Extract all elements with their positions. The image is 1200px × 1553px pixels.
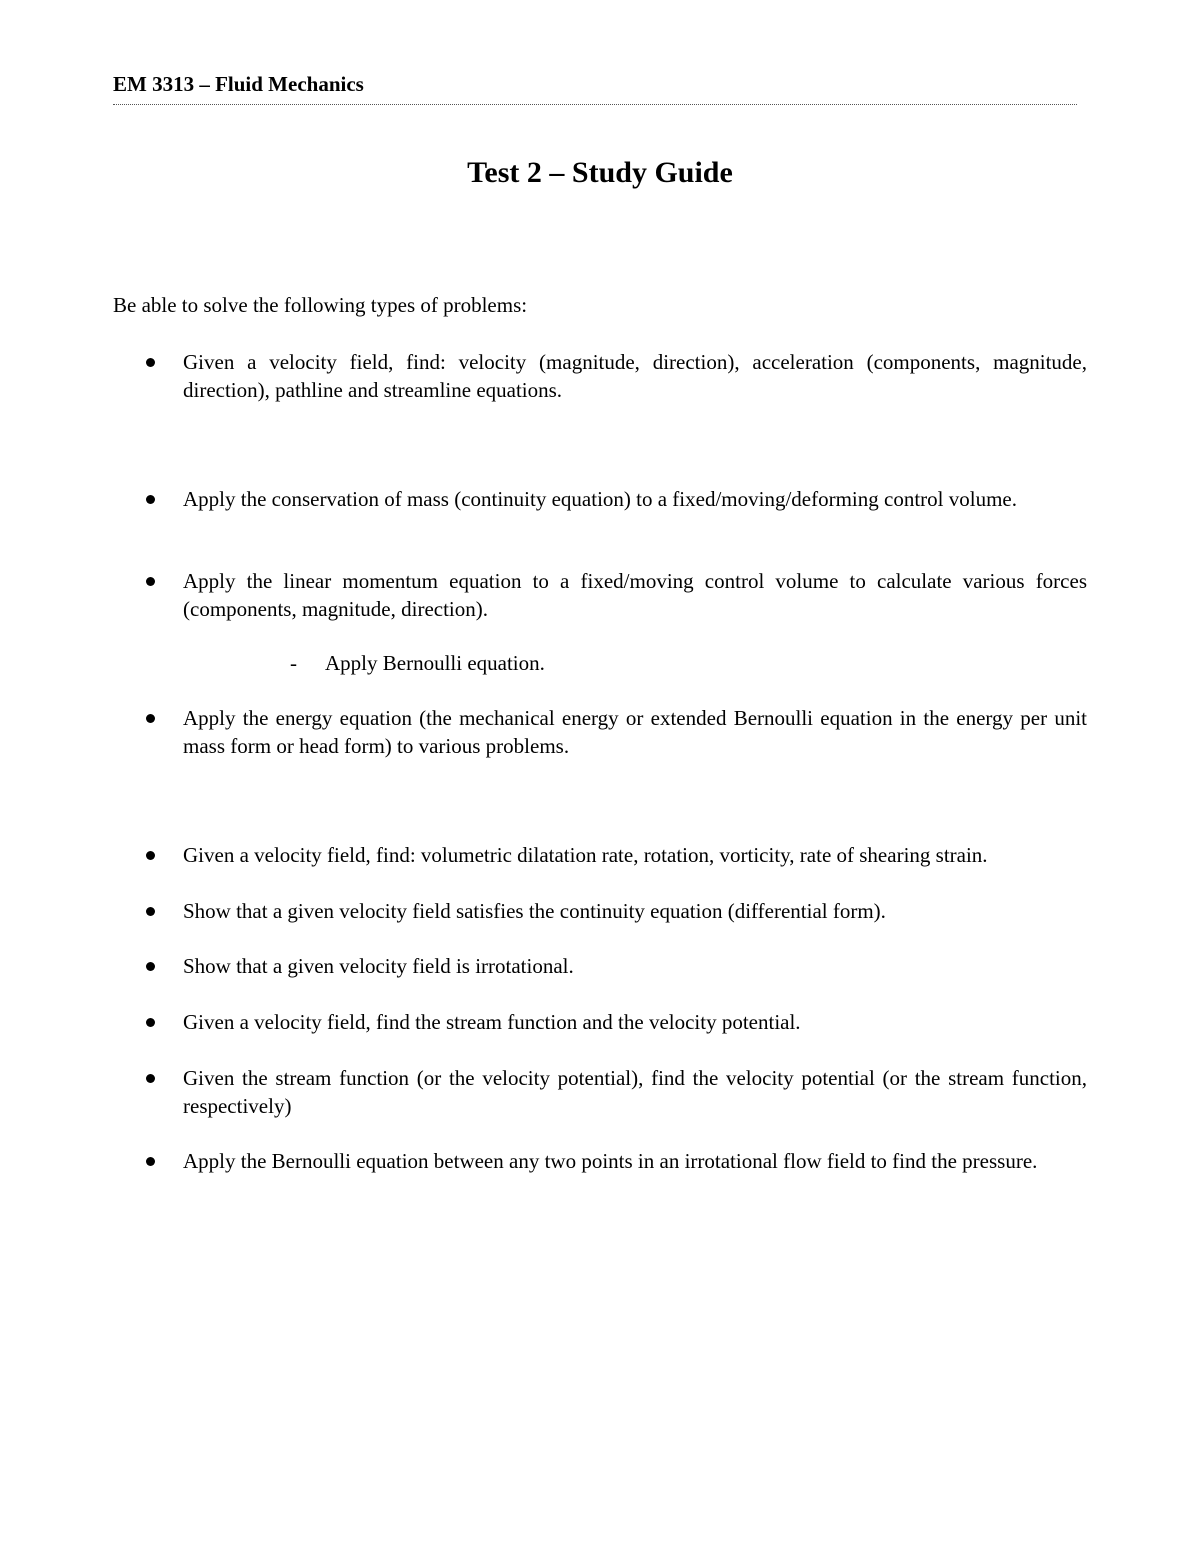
list-item: Apply the Bernoulli equation between any two points in an irrotational flow field to find the pressure. [183, 1149, 1038, 1173]
list-item: Apply the linear momentum equation to a fixed/moving control volume to calculate various forces (components, magnitude, direction). [183, 569, 1087, 621]
list-item: Given a velocity field, find the stream function and the velocity potential. [183, 1010, 801, 1034]
list-item: Given a velocity field, find: velocity (magnitude, direction), acceleration (components, magnitude, direction), pathline and streamline equations. [183, 350, 1087, 402]
bullet-icon [146, 714, 155, 723]
list-item: Given a velocity field, find: volumetric dilatation rate, rotation, vorticity, rate of shearing strain. [183, 843, 988, 867]
bullet-icon [146, 495, 155, 504]
sub-item-dash: - [290, 651, 297, 675]
list-item: Show that a given velocity field is irrotational. [183, 954, 574, 978]
list-item: Apply the conservation of mass (continuity equation) to a fixed/moving/deforming control volume. [183, 487, 1017, 511]
bullet-icon [146, 358, 155, 367]
header-divider [113, 104, 1077, 105]
sub-list-item [290, 649, 545, 677]
course-header: EM 3313 – Fluid Mechanics [113, 72, 364, 96]
list-item: Show that a given velocity field satisfies the continuity equation (differential form). [183, 899, 886, 923]
bullet-icon [146, 1157, 155, 1166]
bullet-icon [146, 907, 155, 916]
bullet-icon [146, 962, 155, 971]
bullet-icon [146, 1074, 155, 1083]
bullet-icon [146, 1018, 155, 1027]
page-title: Test 2 – Study Guide [467, 156, 733, 189]
list-item: Given the stream function (or the velocity potential), find the velocity potential (or the stream function, respectively) [183, 1066, 1087, 1118]
intro-text: Be able to solve the following types of problems: [113, 293, 528, 317]
sub-item-text: Apply Bernoulli equation. [325, 651, 545, 675]
bullet-icon [146, 577, 155, 586]
bullet-icon [146, 851, 155, 860]
list-item: Apply the energy equation (the mechanical energy or extended Bernoulli equation in the energy per unit mass form or head form) to various problems. [183, 706, 1087, 758]
